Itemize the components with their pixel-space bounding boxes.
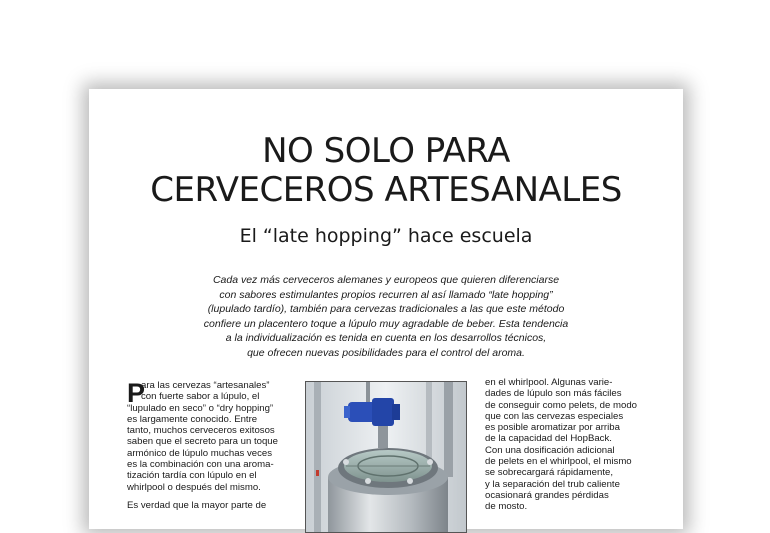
body-line: de la capacidad del HopBack. [485, 433, 612, 445]
title-line-2: CERVECEROS ARTESANALES [150, 170, 622, 210]
body-line: tización tardía con lúpulo en el [127, 470, 257, 482]
magazine-page [89, 89, 683, 529]
body-line: de conseguir como pelets, de modo [485, 399, 637, 411]
body-line: armónico de lúpulo muchas veces [127, 447, 273, 459]
body-column-1 [127, 380, 293, 511]
body-line: de mosto. [485, 501, 528, 513]
body-line: se sobrecargará rápidamente, [485, 467, 613, 479]
body-line: dades de lúpulo son más fáciles [485, 388, 622, 400]
body-line: que con las cervezas especiales [485, 410, 624, 422]
body-line: tanto, muchos cerveceros exitosos [127, 425, 275, 437]
lead-line: (lupulado tardío), también para cervezas tradicionales a las que este método [207, 303, 565, 316]
article-subtitle: El “late hopping” hace escuela [239, 225, 533, 247]
body-line: es la combinación con una aroma- [127, 459, 274, 471]
lead-line: a la individualización es tenida en cuenta en los desarrollos técnicos, [225, 332, 547, 345]
article-title [89, 132, 683, 210]
lead-line: que ofrecen nuevas posibilidades para el control del aroma. [247, 346, 525, 359]
body-column-3 [485, 377, 655, 513]
lead-line: confiere un placentero toque a lúpulo muy agradable de beber. Esta tendencia [203, 317, 569, 330]
body-line: Con una dosificación adicional [485, 444, 615, 456]
lead-line: Cada vez más cerveceros alemanes y europeos que quieren diferenciarse [212, 274, 560, 286]
title-line-1: NO SOLO PARA [262, 131, 510, 171]
body-line: ocasionará grandes pérdidas [485, 489, 609, 501]
body-line: whirlpool o después del mismo. [127, 481, 261, 493]
lead-line: con sabores estimulantes propios recurren al así llamado “late hopping” [219, 288, 553, 301]
body-line: y la separación del trub caliente [485, 478, 620, 490]
body-line: Es verdad que la mayor parte de [127, 499, 267, 511]
brewing-equipment-photo [305, 381, 467, 533]
body-line: de pelets en el whirlpool, el mismo [485, 456, 632, 468]
body-line: con fuerte sabor a lúpulo, el [141, 391, 260, 403]
drop-cap: P [127, 378, 146, 408]
body-line: ara las cervezas “artesanales” [141, 380, 270, 391]
body-line: saben que el secreto para un toque [127, 436, 278, 448]
body-line: “lupulado en seco” o “dry hopping” [127, 402, 274, 414]
body-line: es largamente conocido. Entre [127, 413, 258, 425]
body-line: en el whirlpool. Algunas varie- [485, 377, 613, 388]
lead-paragraph [189, 273, 583, 361]
body-line: es posible aromatizar por arriba [485, 422, 620, 434]
